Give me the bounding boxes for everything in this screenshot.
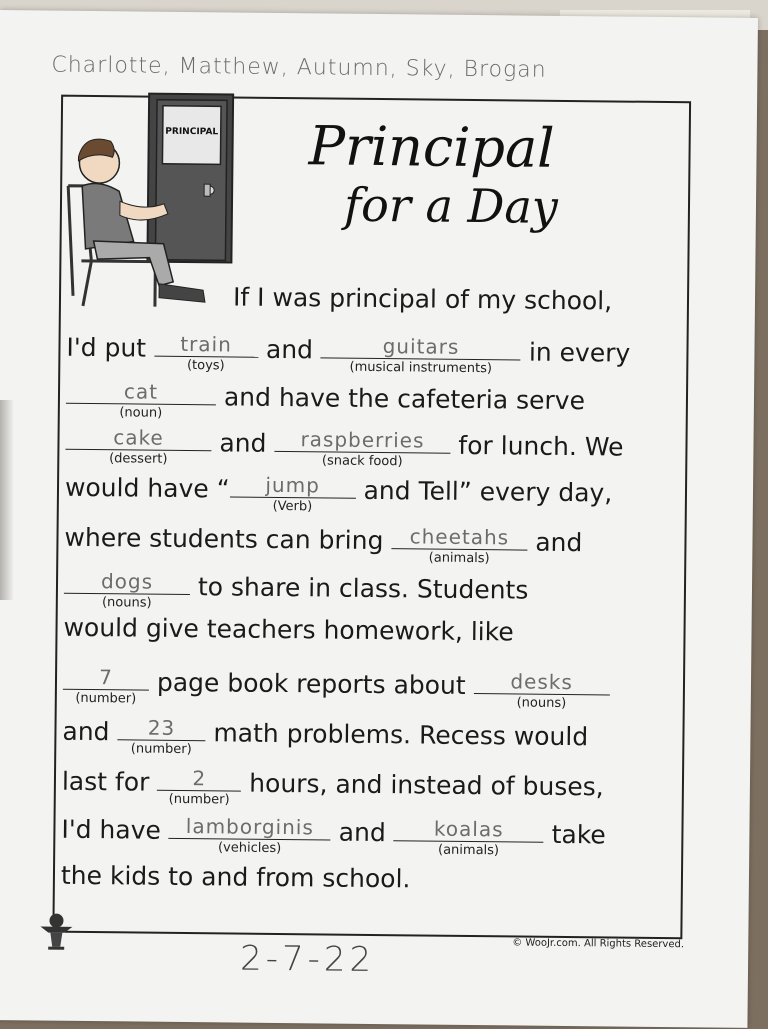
story-line-6: where students can bring cheetahs (animals) and [64, 522, 583, 567]
story-line-5: would have “ jump (Verb) and Tell” every day, [65, 469, 665, 506]
finger-shadow [0, 400, 14, 600]
blank-number-1[interactable]: 7 (number) [63, 663, 149, 691]
copyright-notice: © WooJr.com. All Rights Reserved. [512, 937, 685, 951]
worksheet-title [256, 114, 607, 234]
story-line-4: cake (dessert) and raspberries (snack food) for lunch. We [65, 423, 665, 460]
blank-vehicles[interactable]: lamborginis (vehicles) [169, 812, 331, 841]
blank-number-3[interactable]: 2 (number) [157, 764, 241, 792]
door-sign-text: PRINCIPAL [165, 126, 219, 138]
blank-nouns-1[interactable]: dogs (nouns) [64, 567, 190, 595]
story-line-9: 7 (number) page book reports about desks (nouns) [63, 663, 663, 700]
story-line-7: dogs (nouns) to share in class. Students [64, 567, 664, 604]
blank-animals-1[interactable]: cheetahs (animals) [391, 522, 527, 550]
blank-number-2[interactable]: 23 (number) [117, 713, 205, 741]
story-line-2: I'd put train (toys) and guitars (musical instruments) in every [66, 329, 666, 366]
blank-dessert[interactable]: cake (dessert) [65, 423, 211, 452]
blank-snack-food[interactable]: raspberries (snack food) [274, 425, 450, 454]
blank-toys[interactable]: train (toys) [154, 330, 258, 358]
blank-animals-2[interactable]: koalas (animals) [394, 814, 544, 843]
story-line-11: last for 2 (number) hours, and instead of buses, [62, 763, 662, 800]
boy-at-principal-door-illustration [63, 91, 235, 318]
story-line-1: If I was principal of my school, [232, 282, 613, 316]
story-line-10: and 23 (number) math problems. Recess would [62, 713, 662, 750]
title-line-1: Principal [308, 114, 555, 180]
blank-nouns-2[interactable]: desks (nouns) [474, 667, 610, 695]
story-line-13: the kids to and from school. [60, 860, 411, 894]
blank-verb[interactable]: jump (Verb) [230, 470, 356, 498]
story-line-3: cat (noun) and have the cafeteria serve [66, 377, 666, 414]
woojr-mascot-icon [34, 908, 78, 952]
story-line-8: would give teachers homework, like [63, 612, 514, 647]
blank-musical-instruments[interactable]: guitars (musical instruments) [321, 331, 521, 360]
worksheet-page [0, 10, 758, 1028]
student-names: Charlotte, Matthew, Autumn, Sky, Brogan [51, 52, 547, 83]
blank-noun[interactable]: cat (noun) [66, 377, 216, 406]
handwritten-date: 2-7-22 [239, 938, 376, 981]
title-line-2: for a Day [343, 177, 559, 234]
story-line-12: I'd have lamborginis (vehicles) and koalas (animals) take [61, 811, 661, 848]
